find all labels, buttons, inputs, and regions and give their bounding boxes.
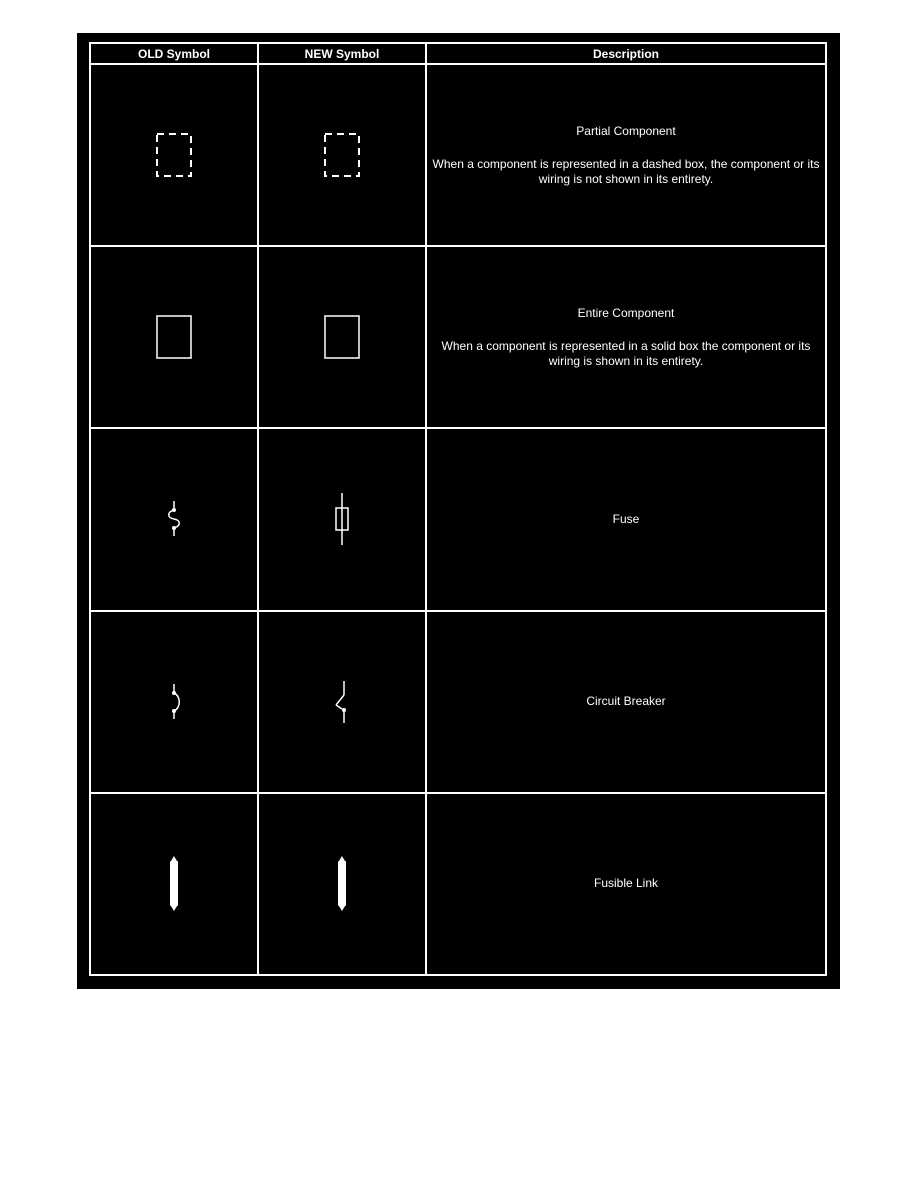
table-header-row [90, 43, 826, 64]
description-text: When a component is represented in a dashed box, the component or its wiring is not shown in its entirety. [432, 156, 820, 186]
dashed-box-icon [154, 131, 194, 179]
description-cell [426, 611, 826, 793]
description-title: Entire Component [577, 305, 675, 320]
hooked-breaker-icon [332, 679, 352, 725]
old-symbol-header: OLD Symbol [90, 43, 258, 64]
new-symbol-cell [258, 611, 426, 793]
description-title: Fuse [612, 511, 640, 526]
old-symbol-cell [90, 246, 258, 428]
description-text: When a component is represented in a solid box the component or its wiring is shown in its entirety. [441, 338, 811, 368]
table-row-fuse [90, 428, 826, 610]
description-title: Fusible Link [593, 876, 659, 891]
table-row-fusible-link [90, 793, 826, 975]
solid-box-icon [154, 313, 194, 361]
description-cell [426, 428, 826, 610]
symbol-table [89, 42, 827, 976]
description-cell [426, 793, 826, 975]
rectangle-fuse-icon [332, 491, 352, 547]
description-title: Partial Component [576, 123, 676, 138]
new-symbol-header: NEW Symbol [258, 43, 426, 64]
fusible-link-icon [334, 855, 350, 913]
fusible-link-icon [166, 855, 182, 913]
description-cell [426, 64, 826, 246]
new-symbol-cell [258, 793, 426, 975]
old-symbol-cell [90, 428, 258, 610]
new-symbol-cell [258, 246, 426, 428]
table-row-partial-component [90, 64, 826, 246]
new-symbol-cell [258, 64, 426, 246]
curved-breaker-icon [164, 682, 184, 722]
description-title: Circuit Breaker [586, 694, 666, 709]
new-symbol-cell [258, 428, 426, 610]
symbol-chart-frame [77, 33, 840, 989]
dashed-box-icon [322, 131, 362, 179]
old-symbol-cell [90, 64, 258, 246]
description-header: Description [426, 43, 826, 64]
old-symbol-cell [90, 793, 258, 975]
s-curve-fuse-icon [164, 499, 184, 539]
table-row-circuit-breaker [90, 611, 826, 793]
table-row-entire-component [90, 246, 826, 428]
description-cell [426, 246, 826, 428]
old-symbol-cell [90, 611, 258, 793]
solid-box-icon [322, 313, 362, 361]
